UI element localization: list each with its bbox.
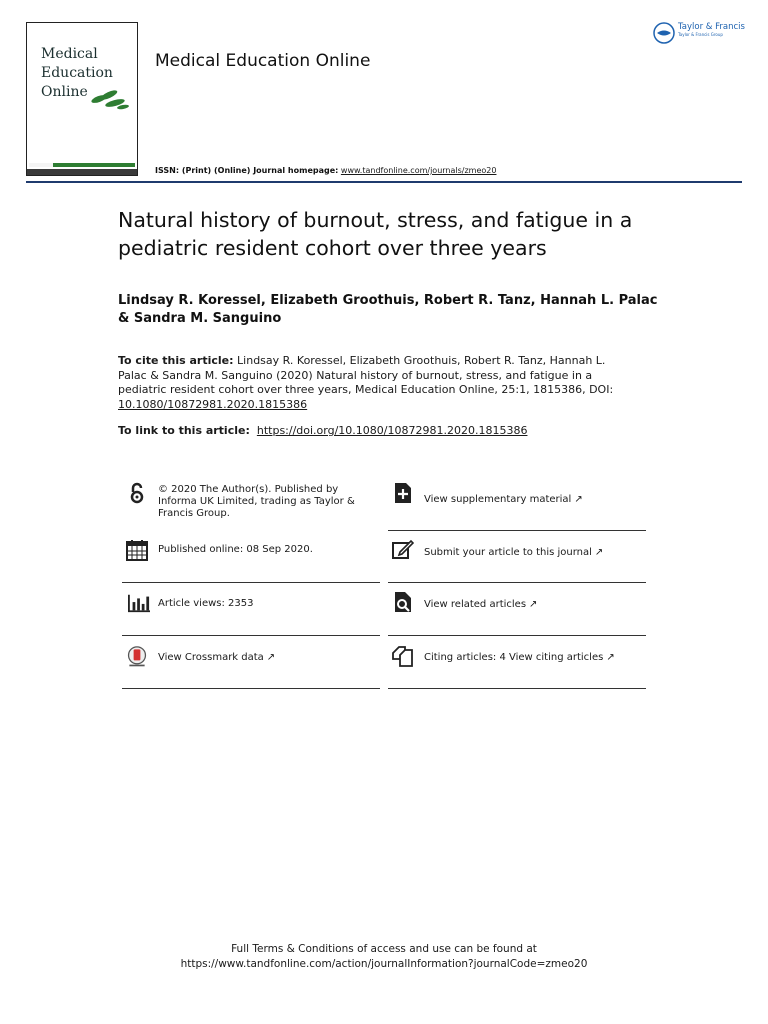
- cite-doi-link[interactable]: 10.1080/10872981.2020.1815386: [118, 397, 308, 411]
- issn-line: [155, 166, 496, 175]
- crossmark-cell[interactable]: [122, 636, 380, 689]
- crossmark-icon: [126, 646, 148, 668]
- external-link-icon: ↗: [594, 547, 604, 558]
- cover-strip-label: [29, 163, 53, 167]
- footer-terms-link[interactable]: https://www.tandfonline.com/action/journalInformation?journalCode=zmeo20: [180, 958, 588, 970]
- open-access-cell: [122, 478, 380, 531]
- supplementary-cell[interactable]: [388, 478, 646, 531]
- divider: [122, 688, 380, 689]
- citing-articles-link[interactable]: [424, 652, 646, 664]
- cover-title: Medical Education Online: [41, 46, 113, 100]
- open-access-text: © 2020 The Author(s). Published by Informa UK Limited, trading as Taylor & Francis Group.: [158, 484, 355, 519]
- citing-articles-label: Citing articles: 4 View citing articles: [424, 652, 604, 663]
- journal-cover: [26, 22, 138, 176]
- calendar-icon: [126, 539, 148, 561]
- citation-block: [118, 354, 628, 412]
- journal-homepage-link[interactable]: www.tandfonline.com/journals/zmeo20: [340, 166, 497, 175]
- cite-label: To cite this article:: [118, 354, 234, 367]
- crossmark-label: View Crossmark data: [158, 652, 264, 663]
- issn-label: ISSN: (Print) (Online) Journal homepage:: [155, 166, 339, 175]
- published-online-cell: [122, 530, 380, 583]
- publisher-logo-sub: Taylor & Francis Group: [678, 32, 723, 37]
- supplementary-label: View supplementary material: [424, 494, 572, 505]
- open-access-icon: [126, 482, 148, 504]
- edit-icon: [392, 538, 414, 560]
- crossmark-link[interactable]: [158, 652, 380, 664]
- external-link-icon: ↗: [266, 652, 276, 663]
- article-authors: Lindsay R. Koressel, Elizabeth Groothuis, Robert R. Tanz, Hannah L. Palac & Sandra M. Sanguino: [118, 293, 658, 326]
- citing-icon: [392, 645, 414, 667]
- article-views-cell: [122, 583, 380, 636]
- published-online-text: Published online: 08 Sep 2020.: [158, 544, 313, 555]
- submit-cell[interactable]: [388, 530, 646, 583]
- divider: [388, 688, 646, 689]
- article-title: Natural history of burnout, stress, and fatigue in a pediatric resident cohort over three years: [118, 208, 633, 260]
- external-link-icon: ↗: [574, 494, 583, 505]
- footer-line-1: Full Terms & Conditions of access and use can be found at: [231, 943, 537, 955]
- citing-articles-cell[interactable]: [388, 636, 646, 689]
- article-doi-link[interactable]: https://doi.org/10.1080/10872981.2020.1815386: [256, 424, 528, 437]
- external-link-icon: ↗: [606, 652, 615, 663]
- bar-chart-icon: [128, 592, 150, 614]
- supplementary-link[interactable]: [424, 494, 646, 506]
- related-articles-link[interactable]: [424, 599, 646, 611]
- taylor-francis-logo-icon: [653, 22, 675, 44]
- cover-leaves-icon: [89, 85, 131, 115]
- related-articles-cell[interactable]: [388, 583, 646, 636]
- related-search-icon: [392, 591, 414, 613]
- cite-text: Lindsay R. Koressel, Elizabeth Groothuis, Robert R. Tanz, Hannah L. Palac & Sandra M. Sanguino (2020) Natural history of burnout, stress, and fatigue in a pediatric resident cohort over three years, Medical Education Online, 25:1, 1815386, DOI:: [118, 354, 614, 396]
- publisher-logo-text: Taylor & Francis: [678, 22, 745, 32]
- article-link-line: [118, 424, 527, 437]
- journal-name: Medical Education Online: [155, 51, 371, 71]
- header-rule: [26, 181, 742, 183]
- related-articles-label: View related articles: [424, 599, 527, 610]
- article-views-text: Article views: 2353: [158, 598, 254, 609]
- publisher-logo: [653, 22, 745, 44]
- link-label: To link to this article:: [118, 424, 250, 437]
- cover-bottom-bar: [27, 169, 137, 175]
- submit-link[interactable]: [424, 547, 646, 559]
- submit-label: Submit your article to this journal: [424, 547, 592, 558]
- supplementary-icon: [392, 482, 414, 504]
- external-link-icon: ↗: [529, 599, 538, 610]
- footer: [0, 942, 768, 972]
